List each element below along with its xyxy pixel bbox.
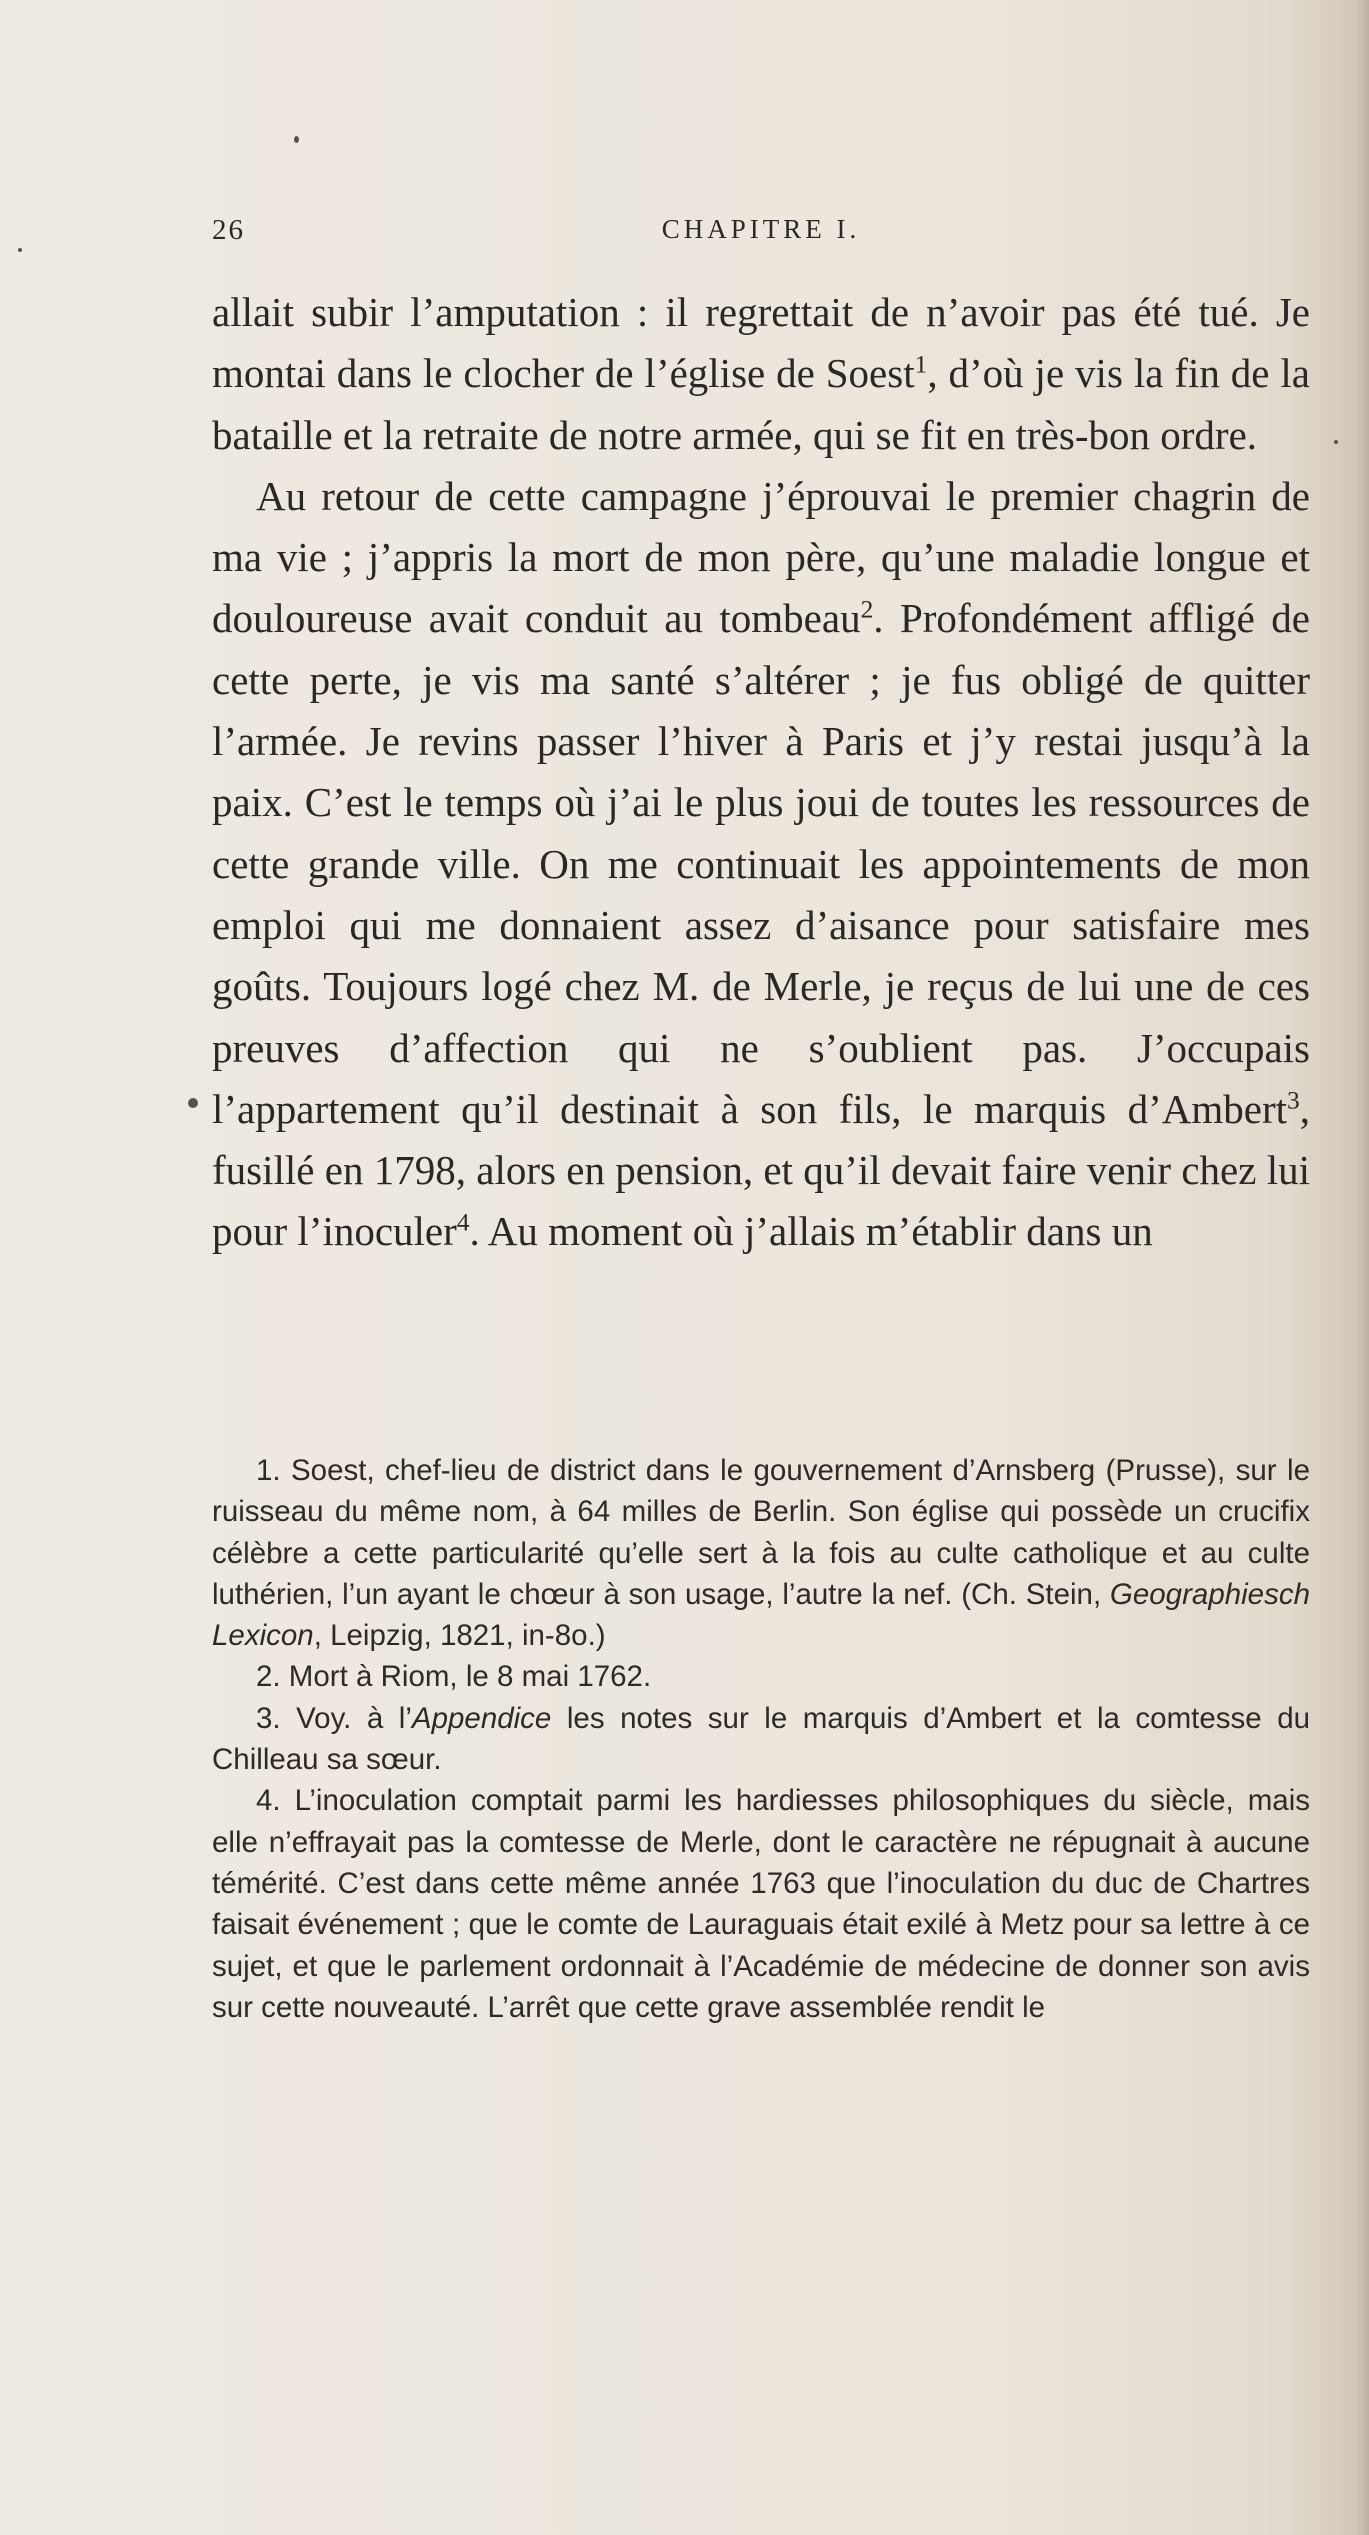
main-text (212, 282, 1310, 1263)
text-run: Au retour de cette campagne j’éprouvai le premier chagrin de ma vie ; j’appris la mort de mon père, qu’une maladie longue et douloureuse avait conduit au tombeau (212, 472, 1310, 642)
text-run: 1. Soest, chef-lieu de district dans le gouvernement d’Arnsberg (Prusse), sur le ruisseau du même nom, à 64 milles de Berlin. Son église qui possède un crucifix célèbre a cette particularité qu’elle sert à la fois au culte catholique et au culte luthérien, l’un ayant le chœur à son usage, l’autre la nef. (Ch. Stein, (212, 1454, 1310, 1611)
paragraph (212, 466, 1310, 1263)
text-run: , fusillé en 1798, alors en pension, et qu’il devait faire venir chez lui pour l’inoculer (212, 1085, 1310, 1255)
text-run: . Au moment où j’allais m’établir dans un (469, 1208, 1153, 1255)
text-run: 3. Voy. à l’ (256, 1701, 412, 1735)
text-run: , d’où je vis la fin de la bataille et la retraite de notre armée, qui se fit en très-bon ordre. (212, 350, 1311, 458)
ink-speck (1334, 440, 1338, 444)
page-number: 26 (212, 214, 245, 246)
running-head: CHAPITRE I. (661, 214, 861, 244)
ink-speck (294, 136, 299, 143)
text-run: 2. Mort à Riom, le 8 mai 1762. (256, 1660, 652, 1694)
footnote (212, 1450, 1310, 1656)
footnote (212, 1780, 1310, 2028)
footnote-ref: 2 (860, 595, 874, 624)
ink-speck (18, 248, 22, 252)
page-edge (1357, 0, 1369, 2535)
footnote (212, 1698, 1310, 1781)
page-header (212, 214, 1310, 254)
italic-text: Appendice (411, 1701, 552, 1735)
ink-speck (188, 1098, 198, 1108)
text-run: , Leipzig, 1821, in-8o.) (313, 1619, 606, 1653)
text-run: les notes sur le marquis d’Ambert et la comtesse du Chilleau sa sœur. (212, 1701, 1311, 1777)
footnote (212, 1656, 1310, 1697)
paragraph (212, 282, 1310, 466)
footnote-ref: 1 (914, 350, 928, 379)
footnote-ref: 3 (1287, 1086, 1300, 1115)
footnotes (212, 1450, 1310, 2028)
text-run: allait subir l’amputation : il regrettait de n’avoir pas été tué. Je montai dans le clocher de l’église de Soest (212, 289, 1310, 397)
text-run: 4. L’inoculation comptait parmi les hardiesses philosophiques du siècle, mais elle n’effrayait pas la comtesse de Merle, dont le caractère ne répugnait à aucune témérité. C’est dans cette même année 1763 que l’inoculation du duc de Chartres faisait événement ; que le comte de Lauraguais était exilé à Metz pour sa lettre à ce sujet, et que le parlement ordonnait à l’Académie de médecine de donner son avis sur cette nouveauté. L’arrêt que cette grave assemblée rendit le (212, 1784, 1310, 2024)
footnote-ref: 4 (456, 1208, 470, 1237)
text-run: . Profondément affligé de cette perte, je vis ma santé s’altérer ; je fus obligé de quitter l’armée. Je revins passer l’hiver à Paris et j’y restai jusqu’à la paix. C’est le temps où j’ai le plus joui de toutes les ressources de cette grande ville. On me continuait les appointements de mon emploi qui me donnaient assez d’aisance pour satisfaire mes goûts. Toujours logé chez M. de Merle, je reçus de lui une de ces preuves d’affection qui ne s’oublient pas. J’occupais l’appartement qu’il destinait à son fils, le marquis d’Ambert (212, 595, 1310, 1132)
italic-text: Geographiesch Lexicon (212, 1577, 1310, 1653)
